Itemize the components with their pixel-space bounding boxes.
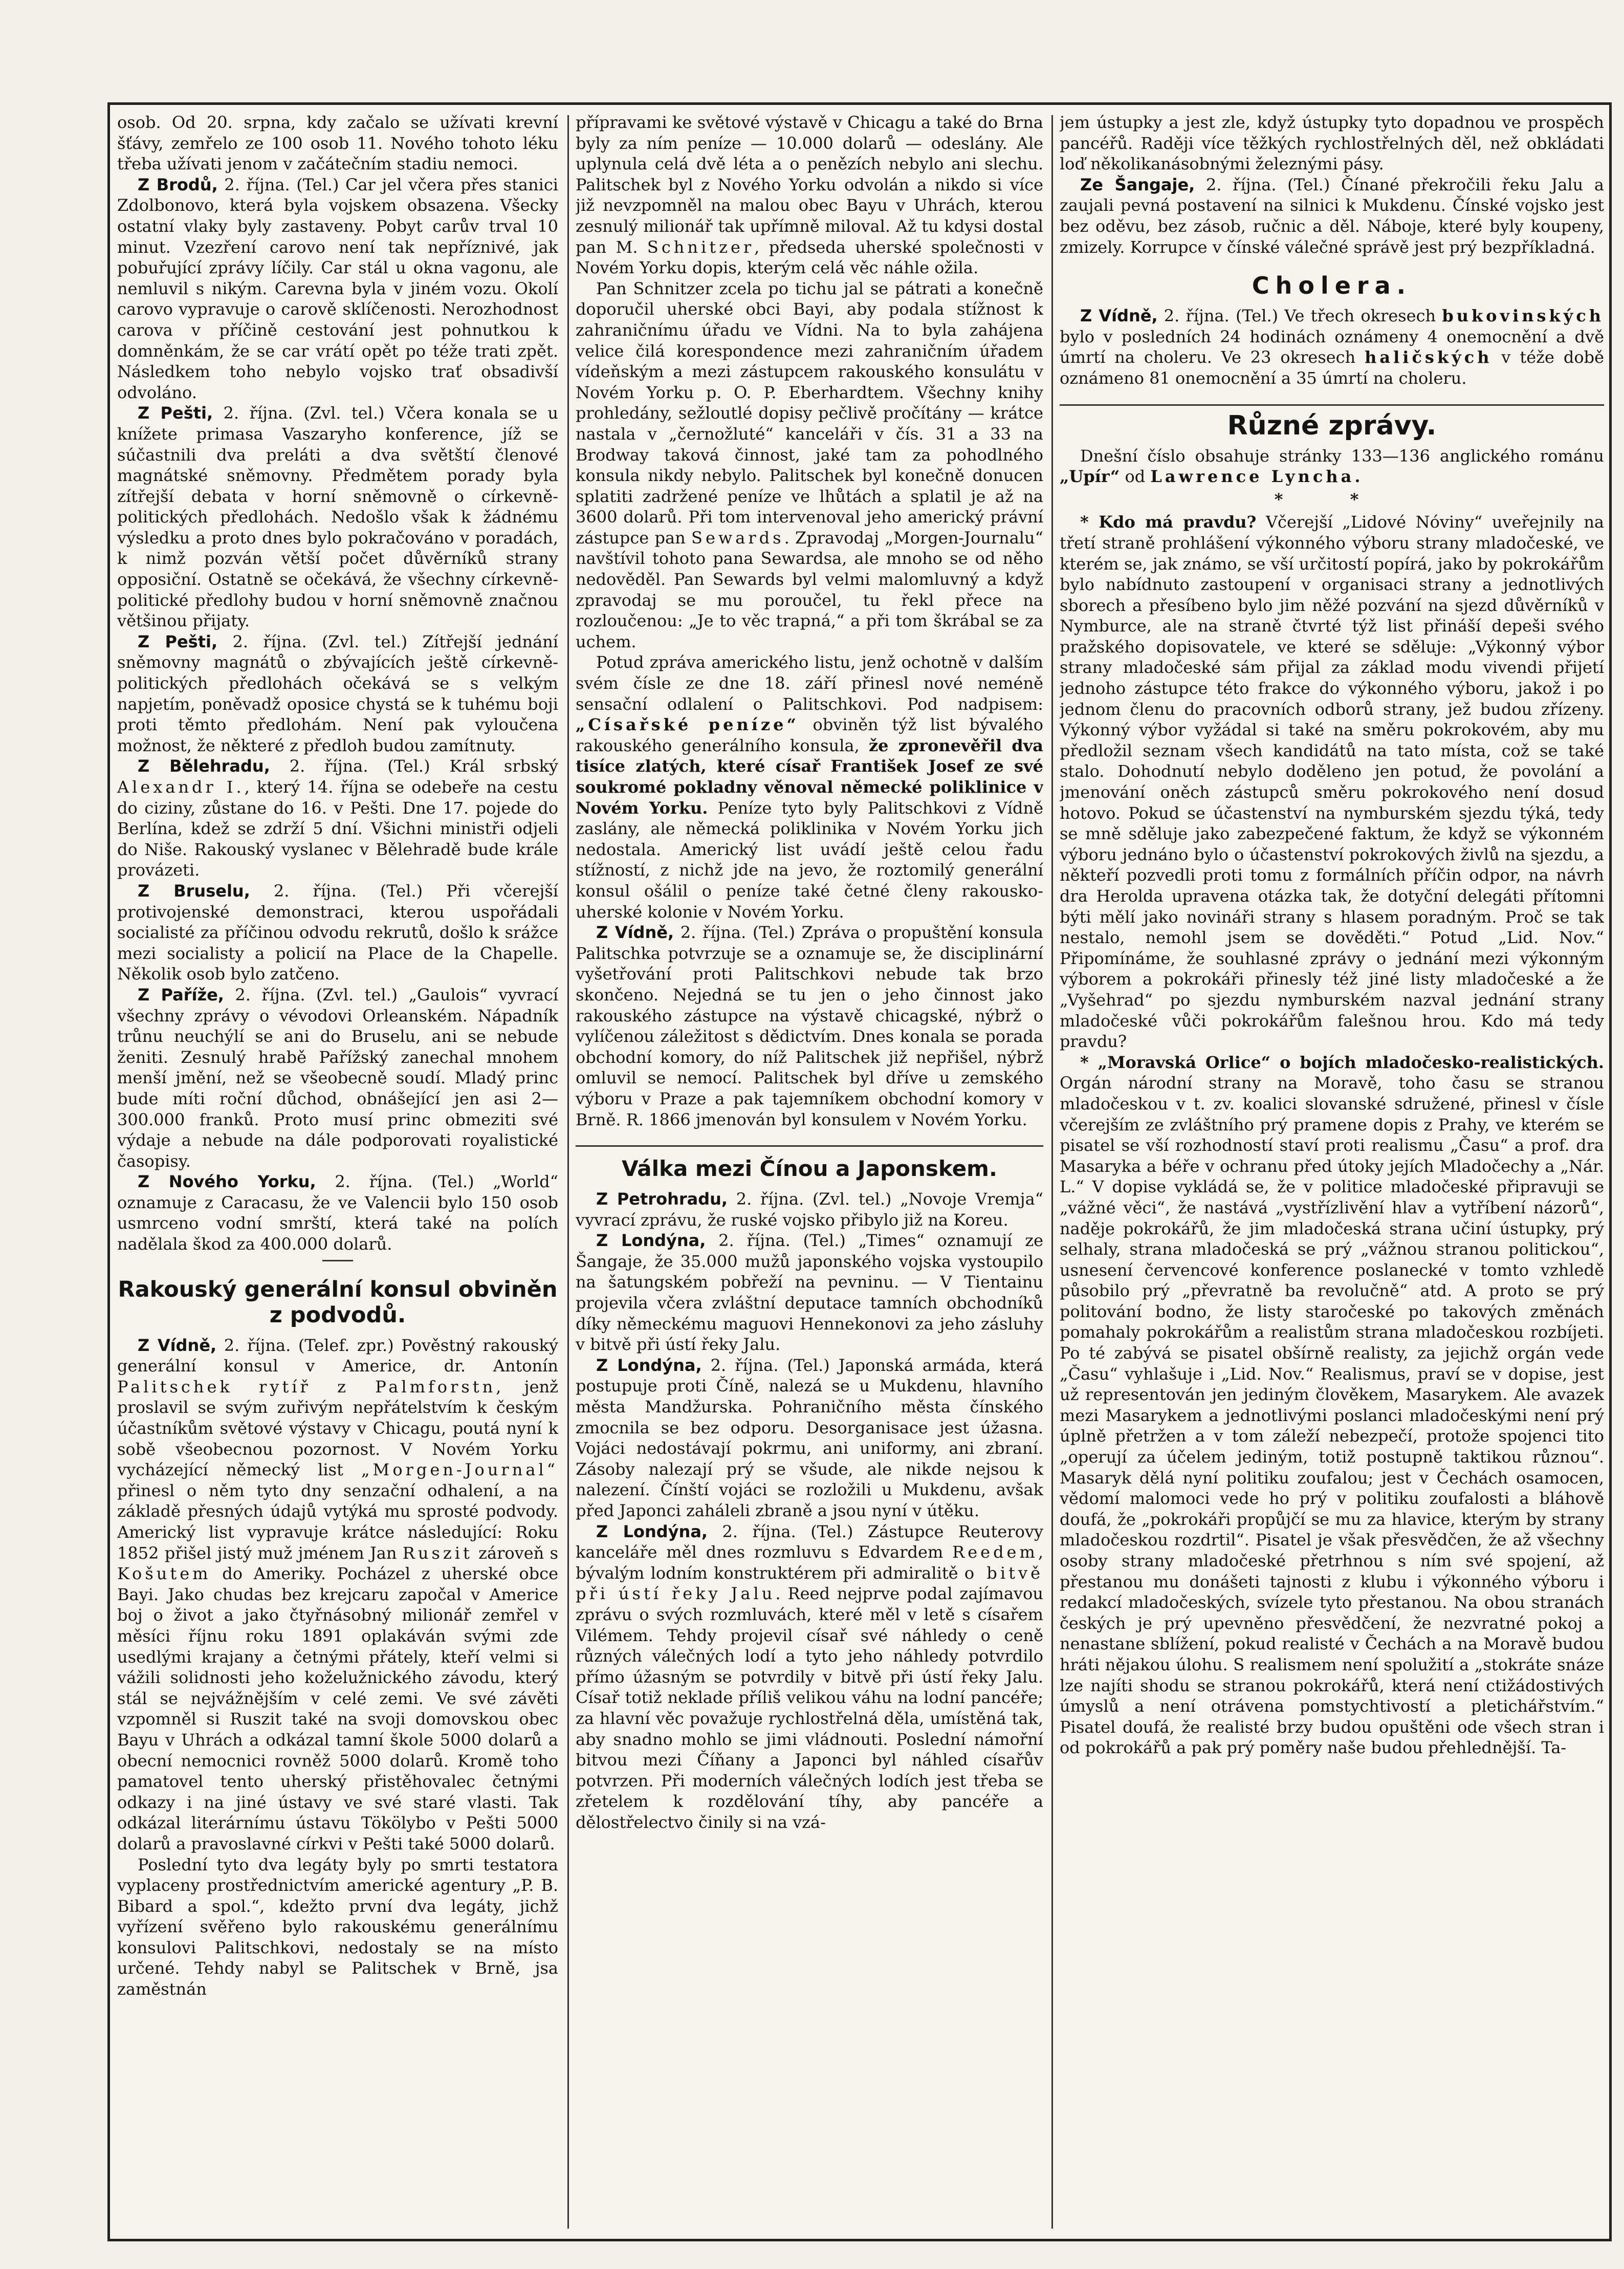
dispatch-londyn-2: Z Londýna, 2. října. (Tel.) Japonská armáda, která postupuje proti Číně, nalezá se u Mukdenu, hlavního města Mandžurska. Pohraničního města čínského zmocnila se bez odporu. Desorganisace jest úžasna. Vojáci nedostávají pokrmu, ani uniformy, ani zbraní. Zásoby nalezají prý se všude, ale nikde nejsou k nalezení. Čínští vojáci se rozložili u Mukdenu, avšak před Japonci zaháleli zbraně a jsou nyní v útěku. — [576, 1355, 1043, 1520]
notice-roman: Dnešní číslo obsahuje stránky 133—136 anglického románu „Upír“ od Lawrence Lyncha. — [1060, 446, 1604, 487]
item-moravska-orlice: * „Moravská Orlice“ o bojích mladočesko-realistických. Orgán národní strany na Moravě, toho času se stranou mladočeskou v t. zv. koalici slovanské sdružené, přinesl v čísle včerejším ze zvláštního prý pramene dopis z Prahy, ve kterém se pisatel se vší rozhodností staví proti realismu „Času“ a prof. dra Masaryka a béře v ochranu před útoky jejích Mladočechy a „Nár. L.“ V dopise vykládá se, že v politice mladočeské připravuji se „vážné věci“, že nastává „vystřízlivění hlav a vytříbení názorů“, naděje pokrokářů, že jim mladočeská strana učiní ústupky, prý selhaly, strana mladočeská se prý „vážnou stranou politickou“, usnesení červencové konference poslanecké v tomto vzhledě působilo prý „převratně ba revolučně“ atd. A proto se prý politování bodno, že listy staročeské po takových změnách pomahaly pokrokářům a realistům strana mladočeskou rozbíjeti. Po té zabývá se pisatel obšírně realisty, za jejichž orgán vede „Času“ vyhlašuje i „Lid. Nov.“ Realismus, praví se v dopise, jest už representován jen jediným člověkem, Masarykem. Ale avazek mezi Masarykem a jednotlivými poslanci mladočeskými není prý úplně přetržen a v tom záleží nebezpečí, protože spojenci tito „operují za účelem jediným, totiž postupně taktikou různou“. Masaryk dělá nyní politiku zoufalou; jest v Čechách osamocen, vědomí malomoci vede ho prý v politiku zoufalosti a bláhově doufá, že „pokrokáři propůjčí se mu za hlavice, kterým by strany mladočeskou rozdrtil“. Pisatel je však přesvědčen, že až všechny osoby strany mladočeské přetrhnou s ním své spojení, až přestanou mu donášeti tajnosti z klubu i výkonného výboru i redakcí mladočeských, svízele tyto přestanou. Na obou stranách českých je prý upevněno přesvědčení, že nezvratné pokoj a nenastane sblížení, pokud realisté v Čechách a na Moravě budou hráti nějakou úlohu. S realismem není spolužití a „stokráte snáze lze najíti shodu se stranou pokrokářů, která není ctižádostivých úmyslů a není otrávena pomstychtivostí a pletichářstvím.“ Pisatel doufá, že realisté brzy budou opuštěni ode všech stran i od pokrokářů a pak prý poměry naše budou přehlednější. Ta- — [1060, 1052, 1604, 1758]
dateline: Z Vídně, — [596, 923, 674, 943]
dispatch-pest-1: Z Pešti, 2. října. (Zvl. tel.) Včera konala se u knížete primasa Vaszaryho konference, jíž se súčastnili dva preláti a dva světští členové magnátské sněmovny. Předmětem porady byla zítřejší debata v horní sněmovně o církevně-politických předlohách. Nedošlo však k žádnému výsledku a proto dnes bylo pokračováno v poradách, k nimž pozván větší počet důvěrníků strany opposiční. Ostatně se očekává, že všechny církevně-politické předlohy budou v horní sněmovně značnou většinou přijaty. — [117, 403, 558, 631]
article-paragraph: Potud zpráva amerického listu, jenž ochotně v dalším svém čísle ze dne 18. září přinesl nové neméně sensační odlalení o Palitschkovi. Pod nadpisem: „Císařské peníze“ obviněn týž list bývalého rakouského generálního konsula, že zpronevěřil dva tisíce zlatých, které císař František Josef ze své soukromé pokladny věnoval německé poliklinice v Novém Yorku. Peníze tyto byly Palitschkovi z Vídně zaslány, ale německá poliklinika v Novém Yorku jich nedostala. Americký list uvádí ještě celou řadu stížností, z nichž jde na jevo, že roztomilý generální konsul ošálil o peníze také četné členy rakousko-uherské kolonie v Novém Yorku. — [576, 652, 1043, 922]
headline-konsul: Rakouský generální konsul obviněn z podvodů. — [118, 1276, 558, 1328]
dateline: Z Petrohradu, — [596, 1189, 728, 1209]
dateline: Z Bruselu, — [138, 881, 250, 901]
article-paragraph: osob. Od 20. srpna, kdy začalo se užívati krevní šťávy, zemřelo ze 100 osob 11. Nového tohoto léku třeba užívati jenom v začátečním stadiu nemoci. — [117, 113, 558, 174]
column-1 — [117, 112, 558, 2229]
headline-valka: Válka mezi Čínou a Japonskem. — [576, 1145, 1043, 1182]
column-rule — [1051, 115, 1053, 2229]
dispatch-pariz: Z Paříže, 2. října. (Zvl. tel.) „Gaulois“ vyvrací všechny zprávy o vévodovi Orleanském. Nápadník trůnu neuchýlí se ani do Bruselu, ani se nebude ženiti. Zesnulý hrabě Pařížský zanechal mnohem menší jmění, než se všeobecně soudí. Mladý princ bude míti roční důchod, obnášející jen asi 2—300.000 franků. Proto musí princ obmeziti své výdaje a nebude na dále podporovati royalistické časopisy. — [117, 985, 558, 1171]
separator-stars: * * — [1274, 489, 1390, 509]
headline-cholera: Cholera. — [1252, 272, 1412, 300]
dateline: Z Paříže, — [138, 985, 224, 1005]
column-rule — [567, 115, 569, 2229]
dispatch-belehrad: Z Bělehradu, 2. října. (Tel.) Král srbský Alexandr I., který 14. října se odebeře na cestu do ciziny, zůstane do 16. v Pešti. Dne 17. pojede do Berlína, kdež se zdrží 5 dní. Všichni ministři odjeli do Niše. Rakouský vyslanec v Bělehradě bude krále provázeti. — [117, 756, 558, 880]
dateline: Z Nového Yorku, — [138, 1172, 316, 1192]
item-kdo-ma-pravdu: * Kdo má pravdu? Včerejší „Lidové Nóviny“ uveřejnily na třetí straně prohlášení výkonného výboru strany mladočeské, ve kterém se, jak známo, se vší určitostí popírá, jako by pokrokářům bylo nabídnuto zastoupení v organisaci strany a jednotlivých sborech a přesíbeno bylo jim něžé pozvání na sjezd důvěrníků v Nymburce, ale na straně čtvrté týž list přináší depeši svého pražského dopisovatele, ve které se sděluje: „Výkonný výbor strany mladočeské sám přijal za základ modu vivendi přijetí jednoho zástupce této frakce do výkonného výboru, jakož i po jednom členu do pracovních odborů strany, jež budou zřízeny. Výkonný výbor vyžádal si také na směru pokrokovém, aby mu předložil seznam všech kandidátů na tato místa, což se také stalo. Dohodnutí nebylo doděleno jen potud, že povolání a jmenování oněch zástupců směru pokrokového není dosud hotovo. Pokud se účastenství na nymburském sjezdu týká, tedy se mně sděluje jako zabezpečené faktum, že když se výkonném výboru jednáno bylo o účastenství pokrokových živlů na sjezdu, a někteří pozvedli proti tomu z formálních příčin odpor, na návrh dra Herolda upravena otázka tak, že dotyční delegáti přítomni býti mělí jako novináři strany s hlasem poradným. Proč se tak nestalo, nemohl jsem se dověděti.“ Potud „Lid. Nov.“ Připomínáme, že souhlasné zprávy o jednání mezi výkonným výborem a pokrokáři přinesly též jiné listy mladočeské a že „Vyšehrad“ po sjezdu nymburském nazval jednání strany mladočeské vůči pokrokářům falešnou hrou. Kdo má tedy pravdu? — [1060, 512, 1604, 1052]
column-3 — [1060, 112, 1604, 2229]
dateline: Ze Šangaje, — [1080, 174, 1195, 194]
article-paragraph: přípravami ke světové výstavě v Chicagu a také do Brna byly za ním peníze — 10.000 dolarů — odeslány. Ale uplynula celá dvě léta a o penězích nebylo ani slechu. Palitschek byl z Nového Yorku odvolán a nikdo si více již nevzpomněl na malou obec Bayu v Uhrách, kterou zesnulý milionář tak upřímně miloval. Až tu kdysi dostal pan M. Schnitzer, předseda uherské společnosti v Novém Yorku dopis, kterým celá věc náhle ožila. — [576, 113, 1043, 278]
article-paragraph: Poslední tyto dva legáty byly po smrti testatora vyplaceny prostřednictvím americké agentury „P. B. Bibard a spol.“, kdežto první dva legáty, jichž vyřízení svěřeno bylo rakouskému generálnímu konsulovi Palitschkovi, nedostaly se na místo určené. Tehdy nabyl se Palitschek v Brně, jsa zaměstnán — [117, 1855, 558, 1999]
article-paragraph: jem ústupky a jest zle, když ústupky tyto dopadnou ve prospěch pancéřů. Raději více těžkých rychlostřelných děl, než obkládati loď několikanásobnými železnými pásy. — [1060, 113, 1604, 174]
dispatch-viden: Z Vídně, 2. října. (Tel.) Zpráva o propuštění konsula Palitschka potvrzuje se a oznamuje se, že disciplinární vyšetřování proti Palitschkovi nebude tak brzo skončeno. Nejedná se tu jen o jeho činnost jako rakouského zástupce na výstavě chicagské, nýbrž o vylíčenou záležitost s dědictvím. Dnes konala se porada obchodní komory, do níž Palitschek již nepřišel, nýbrž omluvil se nemocí. Palitschek byl dříve u zemského výboru v Praze a pak tajemníkem obchodní komory v Brně. R. 1866 jmenován byl konsulem v Novém Yorku. — [576, 923, 1043, 1129]
dateline: Z Londýna, — [596, 1355, 702, 1375]
headline-ruzne-zpravy: Různé zprávy. — [1060, 404, 1604, 439]
dateline: Z Londýna, — [596, 1231, 706, 1251]
dateline: Z Vídně, — [1080, 306, 1158, 326]
dispatch-londyn-1: Z Londýna, 2. října. (Tel.) „Times“ oznamují ze Šangaje, že 35.000 mužů japonského vojska vystoupilo na šatungském pobřeží na pevninu. — V Tientainu projevila včera zvláštní deputace tamních obchodníků díky německému maguovi Hennekonovi za jeho zásluhy v bitvě při ústí řeky Jalu. — [576, 1231, 1043, 1355]
dateline: Z Brodů, — [138, 174, 218, 194]
dateline: Z Londýna, — [596, 1521, 708, 1541]
dispatch-sangaj: Ze Šangaje, 2. října. (Tel.) Čínané překročili řeku Jalu a zaujali pevná postavení na silnici k Mukdenu. Čínské vojsko jest bez oděvu, bez zásob, ručnic a děl. Náboje, které byly koupeny, zmizely. Korrupce v čínské válečné správě jest prý bezpříkladná. — [1060, 174, 1604, 257]
dispatch-brusel: Z Bruselu, 2. října. (Tel.) Při včerejší protivojenské demonstraci, kterou uspořádali socialisté za příčinou odvodu rekrutů, došlo k srážce mezi socialisty a policií na Place de la Chapelle. Několik osob bylo zatčeno. — [117, 881, 558, 984]
dateline: Z Bělehradu, — [138, 756, 270, 776]
dispatch-brody: Z Brodů, 2. října. (Tel.) Car jel včera přes stanici Zdolbonovo, která byla vojskem obsazena. Všecky ostatní vlaky byly zastaveny. Pobyt carův trval 10 minut. Vzezření carovo není tak nepříznivé, jak pobuřující zprávy líčily. Car stál u okna vagonu, ale nemluvil s nikým. Carevna byla v jiném vozu. Okolí carovo vypravuje o carově sklíčenosti. Nerozhodnost carova v příčině cestování jest pohnutkou k domněnkám, že se car vrátí opět po téže trati zpět. Následkem toho nebylo vojsko trať obsadivší odvoláno. — [117, 174, 558, 402]
section-rule — [322, 1260, 353, 1261]
dispatch-viden-konsul: Z Vídně, 2. října. (Telef. zpr.) Pověstný rakouský generální konsul v Americe, dr. Antonín Palitschek rytíř z Palmforstn, jenž proslavil se svým zuřivým nepřátelstvím k českým účastníkům světové výstavy v Chicagu, poutá nyní k sobě všeobecnou pozornost. V Novém Yorku vycházející německý list „Morgen-Journal“ přinesl o něm tyto dny senzační odhalení, a na základě přesných údajů vytýká mu sprosté podvody. Americký list vypravuje krátce následující: Roku 1852 přišel jistý muž jménem Jan Ruszit zároveň s Košutem do Ameriky. Pocházel z uherské obce Bayi. Jako chudas bez krejcaru započal v Americe boj o život a jako čtyřnásobný milionář zemřel v měsíci říjnu roku 1891 oplakáván svými zde usedlými krajany a četnými přátely, kteří velmi si vážili solidnosti jeho koželužnického závodu, který stál se nejvážnějším v celé zemi. Ve své závěti vzpomněl si Ruszit také na svoji domovskou obec Bayu v Uhrách a odkázal tamní škole 5000 dolarů a obecní nemocnici rovněž 5000 dolarů. Kromě toho pamatovel tento uherský přistěhovalec četnými odkazy i na jiné ústavy ve své staré vlasti. Tak odkázal literárnímu ústavu Tökölybo v Pešti 5000 dolarů a pravoslavné církvi v Pešti také 5000 dolarů. — [117, 1335, 558, 1853]
dispatch-petrohrad: Z Petrohradu, 2. října. (Zvl. tel.) „Novoje Vremja“ vyvrací zprávu, že ruské vojsko přibylo již na Koreu. — [576, 1189, 1043, 1230]
newspaper-page — [107, 102, 1612, 2241]
dateline: Z Vídně, — [138, 1335, 217, 1355]
column-2 — [576, 112, 1043, 2229]
dateline: Z Pešti, — [138, 403, 213, 423]
dateline: Z Pešti, — [138, 631, 218, 651]
dispatch-londyn-3: Z Londýna, 2. října. (Tel.) Zástupce Reuterovy kanceláře měl dnes rozmluvu s Edvardem Reedem, bývalým lodním konstruktérem při admiralitě o bitvě při ústí řeky Jalu. Reed nejprve podal zajímavou zprávu o svých rozmluvách, které měl v letě s císařem Vilémem. Tehdy projevil císař své náhledy o ceně různých válečných lodí a tyto jeho náhledy potvrdilo přímo úžasným se potvrdily v bitvě při ústí řeky Jalu. Císař totiž neklade příliš velikou váhu na lodní pancéře; za hlavní věc považuje rychlostřelná děla, umístěná tak, aby snadno mohlo se jimi vládnouti. Poslední námořní bitvou mezi Číňany a Japonci byl náhled císařův potvrzen. Při moderních válečných lodích jest třeba se zřetelem k rozdělování tíhy, aby pancéře a dělostřelectvo činily si na vzá- — [576, 1521, 1043, 1832]
dispatch-new-york: Z Nového Yorku, 2. října. (Tel.) „World“ oznamuje z Caracasu, že ve Valencii bylo 150 osob usmrceno vodní smrští, která také na polích nadělala škod za 400.000 dolarů. — [117, 1172, 558, 1254]
article-paragraph: Pan Schnitzer zcela po tichu jal se pátrati a konečně doporučil uherské obci Bayi, aby podala stížnost k zahraničnímu úřadu ve Vídni. Na to byla zahájena velice čilá korespondence mezi zahraničním úřadem vídeňským a mezi zástupcem rakouského konsulátu v Novém Yorku p. O. P. Eberhardtem. Všechny knihy prohledány, sežloutlé dopisy pečlivě pročítány — krátce nastala v „černožluté“ kanceláři v čís. 31 a 33 na Brodway taková činnost, jaké tam za pohodlného konsula nikdy nebylo. Palitschek byl konečně donucen splatiti zadržené peníze ve lhůtách a splatil je až na 3600 dolarů. Při tom intervenoval jeho americký právní zástupce pan Sewards. Zpravodaj „Morgen-Journalu“ navštívil tohoto pana Sewardsa, ale mnoho se od něho nedověděl. Pan Sewards byl velmi malomluvný a když zpravodaj se mu poroučel, tu řekl přece na rozloučenou: „Je to věc trapná,“ a při tom škrábal se za uchem. — [576, 278, 1043, 651]
dispatch-pest-2: Z Pešti, 2. října. (Zvl. tel.) Zítřejší jednání sněmovny magnátů o zbývajících ještě církevně-politických předlohách očekává se s velkým napjetím, poněvadž oposice chystá se k tuhému boji proti těmto předlohám. Není pak vyloučena možnost, že některé z předloh budou zamítnuty. — [117, 631, 558, 755]
dispatch-viden-cholera: Z Vídně, 2. října. (Tel.) Ve třech okresech bukovinských bylo v posledních 24 hodinách oznámeny 4 onemocnění a dvě úmrtí na choleru. Ve 23 okresech haličských v téže době oznámeno 81 onemocnění a 35 úmrtí na choleru. — [1060, 306, 1604, 388]
